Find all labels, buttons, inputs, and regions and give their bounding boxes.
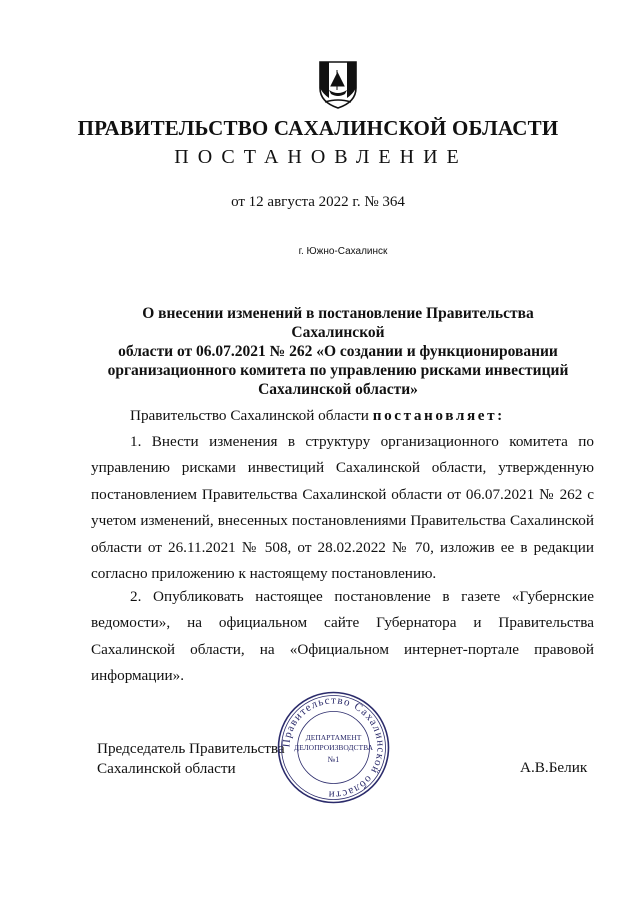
stamp-center-line: ДЕПАРТАМЕНТ	[305, 733, 362, 742]
intro-prefix: Правительство Сахалинской области	[130, 407, 373, 424]
intro-keyword: постановляет:	[372, 407, 505, 424]
document-type: ПОСТАНОВЛЕНИЕ	[174, 146, 468, 168]
subject-line: организационного комитета по управлению рисками инвестиций	[107, 362, 569, 379]
signatory-name: А.В.Белик	[520, 759, 588, 776]
stamp-center-line: №1	[327, 755, 340, 764]
subject-line: Сахалинской области»	[258, 381, 418, 398]
signatory-position	[97, 739, 285, 779]
coat-of-arms-icon	[317, 58, 359, 110]
official-stamp	[276, 690, 391, 805]
date-number-line: от 12 августа 2022 г. № 364	[231, 194, 405, 210]
city-line: г. Южно-Сахалинск	[298, 246, 388, 257]
document-subject	[95, 304, 581, 399]
subject-line: области от 06.07.2021 № 262 «О создании и функционировании	[118, 343, 558, 360]
intro-paragraph	[130, 403, 600, 429]
paragraph-1: 1. Внести изменения в структуру организационного комитета по управлению рисками инвестиций Сахалинской области, утвержденную постановлением Правительства Сахалинской области от 06.07.2021 № 262 с учетом изменений, внесенных постановлениями Правительства Сахалинской области от 26.11.2021 № 508, от 28.02.2022 № 70, изложив ее в редакции согласно приложению к настоящему постановлению.	[91, 433, 594, 583]
government-title: ПРАВИТЕЛЬСТВО САХАЛИНСКОЙ ОБЛАСТИ	[77, 116, 559, 140]
stamp-center-line: ДЕЛОПРОИЗВОДСТВА	[293, 743, 374, 752]
signatory-position-line: Председатель Правительства	[97, 740, 285, 757]
subject-line: О внесении изменений в постановление Правительства Сахалинской	[142, 305, 534, 341]
paragraph-2: 2. Опубликовать настоящее постановление в газете «Губернские ведомости», на официальном сайте Губернатора и Правительства Сахалинской области, на «Официальном интернет-портале правовой информации».	[91, 588, 594, 685]
signatory-position-line: Сахалинской области	[97, 760, 236, 777]
stamp-ring-text: Правительство Сахалинской области	[280, 694, 387, 801]
